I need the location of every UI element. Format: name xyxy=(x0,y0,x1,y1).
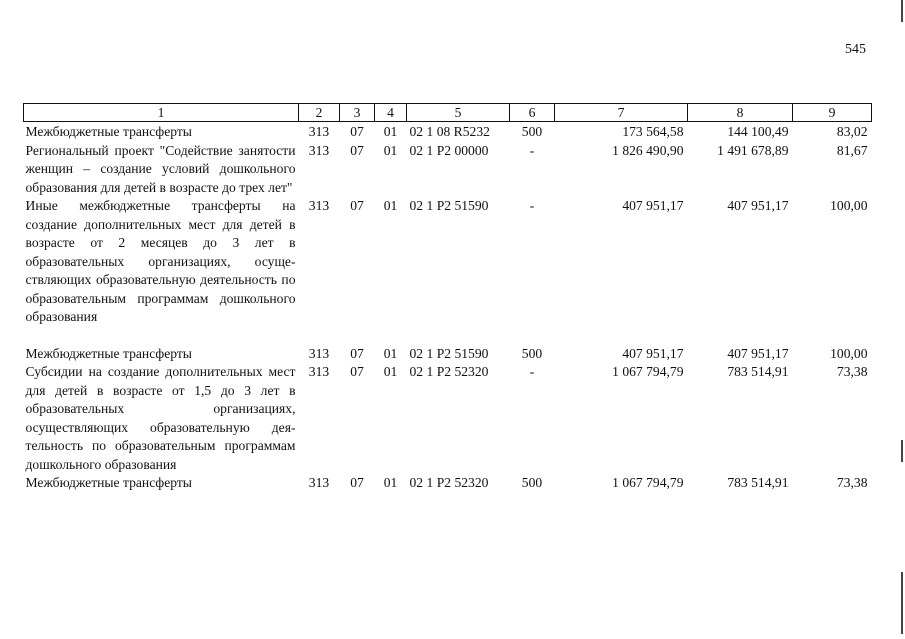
header-col-6: 6 xyxy=(510,104,555,122)
row-planned: 407 951,17 xyxy=(622,345,684,361)
row-ministry-code: 313 xyxy=(308,345,330,361)
row-section-code: 07 xyxy=(350,345,364,361)
row-executed: 1 491 678,89 xyxy=(717,142,789,158)
row-expense-type: 500 xyxy=(521,345,543,361)
row-percent: 100,00 xyxy=(830,198,868,213)
row-expense-type: - xyxy=(529,364,535,379)
row-target-code: 02 1 P2 51590 xyxy=(409,198,489,213)
row-name: Межбюджетные трансферты xyxy=(25,124,192,139)
row-ministry-code: 313 xyxy=(308,364,330,379)
table-header xyxy=(24,104,872,122)
row-ministry-code: 313 xyxy=(308,198,330,213)
row-target-code: 02 1 P2 52320 xyxy=(409,364,489,379)
row-subsection-code: 01 xyxy=(383,364,398,379)
row-name: Иные межбюджетные трансферты на создание дополнительных мест для детей в возрасте от 2 месяцев до 3 лет в образовательных организациях, осуществляющих образовательную деятельность по образовательным программам дошкольного образования xyxy=(25,198,296,324)
row-executed: 783 514,91 xyxy=(727,364,789,379)
row-section-code: 07 xyxy=(350,124,364,139)
header-col-9: 9 xyxy=(793,104,872,122)
header-col-5: 5 xyxy=(407,104,510,122)
row-target-code: 02 1 P2 00000 xyxy=(409,142,489,158)
header-col-4: 4 xyxy=(375,104,407,122)
row-expense-type: - xyxy=(529,142,535,158)
row-planned: 1 067 794,79 xyxy=(612,364,684,379)
row-expense-type: 500 xyxy=(521,475,543,490)
row-subsection-code: 01 xyxy=(383,198,398,213)
scan-margin-mark xyxy=(901,572,903,634)
row-percent: 100,00 xyxy=(830,345,868,361)
table-row xyxy=(24,142,872,198)
row-target-code: 02 1 P2 52320 xyxy=(409,475,489,490)
row-planned: 1 826 490,90 xyxy=(612,142,684,158)
table-row xyxy=(24,474,872,493)
table-row xyxy=(24,363,872,474)
row-ministry-code: 313 xyxy=(308,142,330,158)
header-col-1: 1 xyxy=(24,104,299,122)
row-section-code: 07 xyxy=(350,198,364,213)
row-ministry-code: 313 xyxy=(308,124,330,139)
row-ministry-code: 313 xyxy=(308,475,330,490)
table-row xyxy=(24,122,872,142)
row-subsection-code: 01 xyxy=(383,345,398,361)
row-planned: 1 067 794,79 xyxy=(612,475,684,490)
row-subsection-code: 01 xyxy=(383,142,398,158)
row-executed: 144 100,49 xyxy=(727,124,789,139)
row-name: Региональный проект "Содействие занятости женщин – создание условий дошкольного образования для детей в возрасте до трех лет" xyxy=(25,142,296,195)
row-percent: 83,02 xyxy=(836,124,868,139)
row-executed: 407 951,17 xyxy=(727,345,789,361)
row-target-code: 02 1 08 R5232 xyxy=(409,124,490,139)
row-target-code: 02 1 P2 51590 xyxy=(409,345,489,361)
scan-margin-mark xyxy=(901,440,903,462)
row-section-code: 07 xyxy=(350,142,364,158)
table-row xyxy=(24,197,872,345)
header-col-2: 2 xyxy=(299,104,340,122)
row-percent: 73,38 xyxy=(836,475,868,490)
row-subsection-code: 01 xyxy=(383,124,398,139)
row-name: Межбюджетные трансферты xyxy=(25,345,192,361)
row-section-code: 07 xyxy=(350,364,364,379)
row-percent: 81,67 xyxy=(836,142,868,158)
row-executed: 407 951,17 xyxy=(727,198,789,213)
budget-table xyxy=(23,103,872,493)
row-subsection-code: 01 xyxy=(383,475,398,490)
row-planned: 407 951,17 xyxy=(622,198,684,213)
row-executed: 783 514,91 xyxy=(727,475,789,490)
row-expense-type: - xyxy=(529,198,535,213)
row-expense-type: 500 xyxy=(521,124,543,139)
row-name: Субсидии на создание дополнительных мест для детей в возрасте от 1,5 до 3 лет в образовательных организациях, осуществляющих образовательную деятельность по образовательным программам дошкольного образования xyxy=(25,364,296,472)
table-row xyxy=(24,345,872,364)
row-planned: 173 564,58 xyxy=(622,124,684,139)
scan-margin-mark xyxy=(901,0,903,22)
row-name: Межбюджетные трансферты xyxy=(25,475,192,490)
row-percent: 73,38 xyxy=(836,364,868,379)
row-section-code: 07 xyxy=(350,475,364,490)
header-col-3: 3 xyxy=(340,104,375,122)
header-col-8: 8 xyxy=(688,104,793,122)
header-col-7: 7 xyxy=(555,104,688,122)
page-number: 545 xyxy=(845,42,866,57)
